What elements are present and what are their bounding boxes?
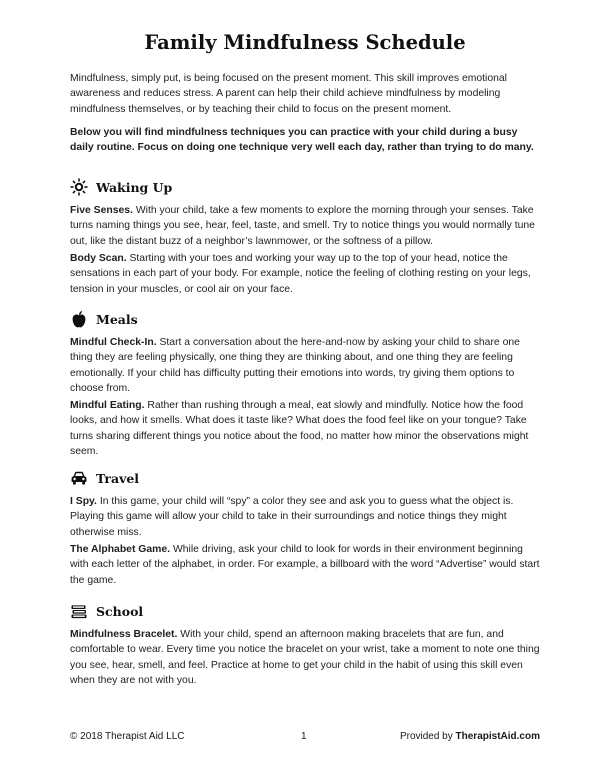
technique-term: Mindfulness Bracelet. bbox=[70, 629, 178, 640]
provided-by-text: Provided by bbox=[399, 731, 456, 742]
page-title: Family Mindfulness Schedule bbox=[144, 31, 466, 54]
section-heading-label: Waking Up bbox=[96, 179, 173, 195]
intro-bold-paragraph: Below you will find mindfulness techniques you can practice with your child during a busy daily routine. Focus on doing one technique very well each day, rather than trying to do many. bbox=[70, 127, 534, 154]
technique-term: Five Senses. bbox=[70, 205, 133, 216]
apple-icon bbox=[70, 310, 88, 328]
technique-paragraph bbox=[70, 251, 540, 297]
technique-text: While driving, ask your child to look for words in their environment beginning with each letter of the alphabet, in order. For example, a billboard with the word “Advertise” would start the game. bbox=[70, 544, 540, 586]
section-heading-label: Meals bbox=[96, 311, 138, 327]
books-icon bbox=[70, 602, 88, 620]
provided-by bbox=[400, 731, 540, 742]
section-heading-travel bbox=[70, 468, 540, 488]
technique-text: With your child, take a few moments to explore the morning through your senses. Take turns naming things you see, hear, feel, taste, and smell. Try to notice things you would normally tune out, like the distant buzz of a neighbor’s lawnmower, or the softness of a pillow. bbox=[70, 205, 535, 247]
section-heading-waking-up bbox=[70, 177, 540, 197]
section-heading-label: Travel bbox=[96, 470, 140, 486]
technique-paragraph bbox=[70, 542, 540, 588]
technique-paragraph bbox=[70, 494, 540, 540]
technique-paragraph bbox=[70, 203, 540, 249]
technique-paragraph bbox=[70, 335, 540, 396]
car-icon bbox=[70, 469, 88, 487]
copyright-text: © 2018 Therapist Aid LLC bbox=[70, 731, 185, 742]
page-footer bbox=[70, 731, 540, 747]
technique-text: Starting with your toes and working your way up to the top of your head, notice the sensations in each part of your body. For example, notice the feeling of clothing resting on your legs, tension in your muscles, or cool air on your face. bbox=[70, 253, 531, 295]
technique-text: In this game, your child will “spy” a color they see and ask you to guess what the object is. Playing this game will allow your child to take in their surroundings and notice things they might otherwise miss. bbox=[70, 496, 514, 538]
technique-term: The Alphabet Game. bbox=[70, 544, 171, 555]
section-heading-label: School bbox=[96, 603, 144, 619]
technique-text: Rather than rushing through a meal, eat slowly and mindfully. Notice how the food looks, and how it smells. What does it taste like? What does the food feel like on your tongue? Take turns sharing different things you notice about the food, no matter how minor the observations might seem. bbox=[70, 400, 529, 457]
brand-link[interactable]: TherapistAid.com bbox=[455, 731, 540, 742]
technique-term: Mindful Check-In. bbox=[70, 337, 157, 348]
technique-term: I Spy. bbox=[70, 496, 97, 507]
section-heading-meals bbox=[70, 309, 540, 329]
page-number: 1 bbox=[301, 731, 307, 742]
intro-paragraph: Mindfulness, simply put, is being focused on the present moment. This skill improves emotional awareness and reduces stress. A parent can help their child achieve mindfulness by modeling mindfulness themselves, or by teaching their child to focus on the present moment. bbox=[70, 73, 507, 115]
sun-icon bbox=[70, 178, 88, 196]
technique-text: Start a conversation about the here-and-now by asking your child to share one thing they are feeling physically, one thing they are thinking about, and one thing they are feeling emotionally. If your child has difficulty putting their emotions into words, try giving them options to choose from. bbox=[70, 337, 520, 394]
technique-text: With your child, spend an afternoon making bracelets that are fun, and comfortable to wear. Every time you notice the bracelet on your wrist, take a moment to note one thing you see, hear, smell, and feel. Practice at home to get your child in the habit of using this skill even when they are not with you. bbox=[70, 629, 540, 686]
technique-paragraph bbox=[70, 398, 540, 459]
technique-term: Mindful Eating. bbox=[70, 400, 145, 411]
section-heading-school bbox=[70, 601, 540, 621]
technique-term: Body Scan. bbox=[70, 253, 127, 264]
technique-paragraph bbox=[70, 627, 540, 688]
